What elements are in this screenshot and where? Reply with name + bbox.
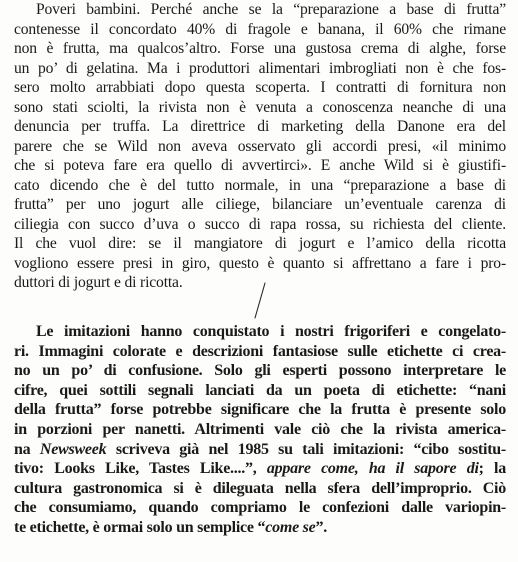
text-line: cato dicendo che è del tutto normale, in una “preparazione a base di (14, 176, 506, 194)
text-line: non è frutta, ma qualcos’altro. Forse una gustosa crema di alghe, forse (14, 40, 506, 57)
text-line: Il che vuol dire: se il mangiatore di jogurt e l’amico della ricotta (14, 235, 506, 252)
text-run: scriveva già nel 1985 su tali imitazioni: “cibo sostitu- (106, 440, 506, 458)
text-line: cultura gastronomica si è dileguata nella sfera dell’improprio. Ciò (14, 479, 506, 497)
text-line (14, 459, 506, 479)
italic-phrase: come se (265, 518, 316, 536)
text-line: no un po’ di confusione. Solo gli esperti possono interpretare le (14, 362, 506, 380)
text-run: na (14, 440, 40, 458)
text-line: Poveri bambini. Perché anche se la “preparazione a base di frutta” (36, 1, 506, 18)
text-run: tivo: Looks Like, Tastes Like....”, (14, 460, 267, 478)
text-run: ”. (315, 518, 327, 536)
text-line: duttori di jogurt e di ricotta. (14, 274, 183, 291)
text-line: ciliegia con succo d’uva o succo di rapa rossa, su richiesta del cliente. (14, 215, 506, 233)
paragraph-jogurt (14, 0, 506, 293)
text-line: sero molto arrabbiati dopo questa scoperta. I contratti di fornitura non (14, 79, 506, 96)
text-line: ri. Immagini colorate e descrizioni fantasiose sulle etichette ci crea- (14, 342, 506, 360)
text-line: sono stati sciolti, la rivista non è venuta a conoscenza neanche di una (14, 98, 506, 116)
text-line: denuncia per truffa. La direttrice di marketing della Danone era del (14, 118, 506, 135)
text-line: Le imitazioni hanno conquistato i nostri frigoriferi e congelato- (36, 323, 506, 340)
text-line: in porzioni per nanetti. Altrimenti vale ciò che la rivista america- (14, 420, 506, 438)
pen-stroke-mark (252, 282, 268, 320)
text-line: vogliono essere presi in giro, questo è quanto si affrettano a fare i pro- (14, 254, 506, 272)
italic-translation: appare come, ha il sapore di (266, 460, 479, 478)
text-line: contenesse il concordato 40% di fragole e banana, il 60% che rimane (14, 20, 506, 38)
text-line: della frutta” forse potrebbe significare che la frutta è presente solo (14, 401, 506, 419)
text-line: che consumiamo, quando compriamo le confezioni dalle variopin- (14, 499, 506, 517)
text-line: parere che se Wild non aveva osservato gli accordi presi, «il minimo (14, 137, 506, 155)
magazine-title: Newsweek (39, 440, 107, 458)
paragraph-imitazioni (14, 322, 506, 538)
text-line: cifre, quei sottili segnali lanciati da un poeta di etichette: “nani (14, 381, 506, 399)
text-run: te etichette, è ormai solo un semplice “ (14, 518, 266, 536)
text-line: un po’ di gelatina. Ma i produttori alimentari imbrogliati non è che fos- (14, 59, 506, 77)
text-line (14, 518, 506, 538)
text-run: ; la (478, 460, 506, 478)
text-line (14, 440, 506, 460)
text-line: che si poteva fare era quello di avvertirci». E anche Wild si è giustifi- (14, 157, 506, 174)
text-line: frutta” per uno jogurt alle ciliege, bilanciare un’eventuale carenza di (14, 196, 506, 213)
